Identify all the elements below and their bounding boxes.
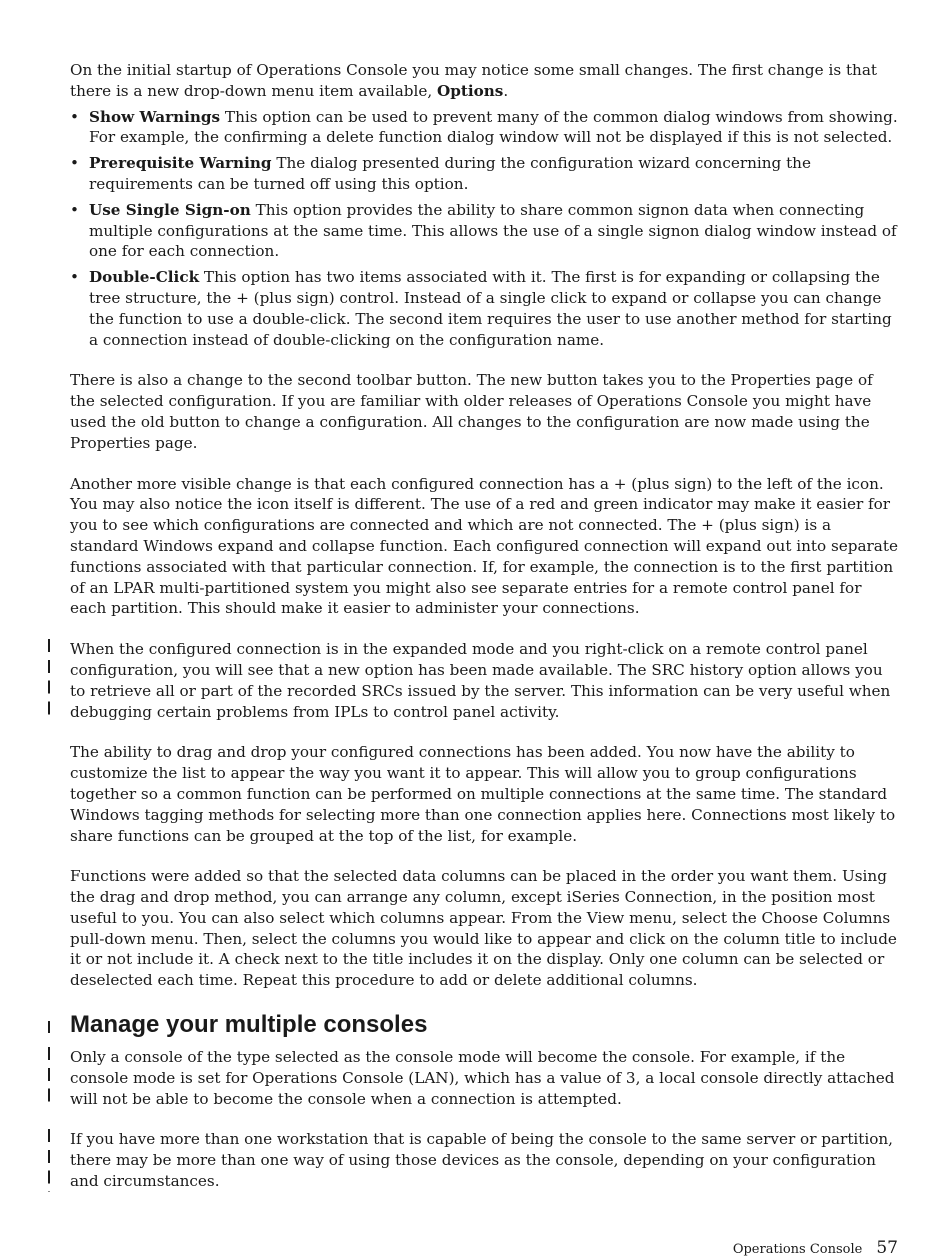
change-bar [48, 1021, 50, 1033]
page-body [70, 60, 900, 1212]
list-item: • Prerequisite Warning The dialog presented during the configuration wizard concerning the requirements can be turned off using this option. [70, 153, 900, 195]
change-bar [48, 1047, 50, 1109]
list-item: • Show Warnings This option can be used to prevent many of the common dialog windows from showing. For example, the confirming a delete function dialog window will not be displayed if this is not selected. [70, 107, 900, 149]
page-number: 57 [876, 1238, 898, 1258]
list-item: • Use Single Sign-on This option provides the ability to share common signon data when connecting multiple configurations at the same time. This allows the use of a single signon dialog window instead of one for each connection. [70, 200, 900, 262]
columns-paragraph: Functions were added so that the selected data columns can be placed in the order you want them. Using the drag and drop method, you can arrange any column, except iSeries Connection, in the position most useful to you. You can also select which columns appear. From the View menu, select the Choose Columns pull-down menu. Then, select the columns you would like to appear and click on the column title to include it or not include it. A check next to the title includes it on the display. Only one column can be selected or deselected each time. Repeat this procedure to add or delete additional columns. [70, 867, 897, 990]
change-bar [48, 1129, 50, 1191]
change-bar [48, 639, 50, 722]
intro-paragraph: On the initial startup of Operations Console you may notice some small changes. The first change is that there is a new drop-down menu item available, Options. [70, 61, 877, 100]
console-mode-paragraph: Only a console of the type selected as the console mode will become the console. For example, if the console mode is set for Operations Console (LAN), which has a value of 3, a local console directly attached will not be able to become the console when a connection is attempted. [70, 1047, 900, 1109]
toolbar-change-paragraph: There is also a change to the second toolbar button. The new button takes you to the Properties page of the selected configuration. If you are familiar with older releases of Operations Console you might have used the old button to change a configuration. All changes to the configuration are now made using the Properties page. [70, 371, 873, 452]
options-menu-name: Options [437, 81, 504, 100]
options-list [70, 107, 900, 351]
multiple-workstations-paragraph: If you have more than one workstation that is capable of being the console to the same server or partition, there may be more than one way of using those devices as the console, depending on your configuration and circumstances. [70, 1129, 900, 1191]
src-history-paragraph: When the configured connection is in the expanded mode and you right-click on a remote control panel configuration, you will see that a new option has been made available. The SRC history option allows you to retrieve all or part of the recorded SRCs issued by the server. This information can be very useful when debugging certain problems from IPLs to control panel activity. [70, 639, 900, 722]
plus-sign-paragraph: Another more visible change is that each configured connection has a + (plus sign) to the left of the icon. You may also notice the icon itself is different. The use of a red and green indicator may make it easier for you to see which configurations are connected and which are not connected. The + (plus sign) is a standard Windows expand and collapse function. Each configured connection will expand out into separate functions associated with that particular connection. If, for example, the connection is to the first partition of an LPAR multi-partitioned system you might also see separate entries for a remote control panel for each partition. This should make it easier to administer your connections. [70, 474, 898, 618]
list-item: • Double-Click This option has two items associated with it. The first is for expanding or collapsing the tree structure, the + (plus sign) control. Instead of a single click to expand or collapse you can change the function to use a double-click. The second item requires the user to use another method for starting a connection instead of double-clicking on the configuration name. [70, 267, 900, 350]
drag-drop-paragraph: The ability to drag and drop your configured connections has been added. You now have the ability to customize the list to appear the way you want it to appear. This will allow you to group configurations together so a common function can be performed on multiple connections at the same time. The standard Windows tagging methods for selecting more than one connection applies here. Connections most likely to share functions can be grouped at the top of the list, for example. [70, 743, 896, 845]
footer-title: Operations Console [732, 1242, 863, 1257]
page-footer [733, 1238, 898, 1260]
section-heading: Manage your multiple consoles [70, 1011, 900, 1039]
